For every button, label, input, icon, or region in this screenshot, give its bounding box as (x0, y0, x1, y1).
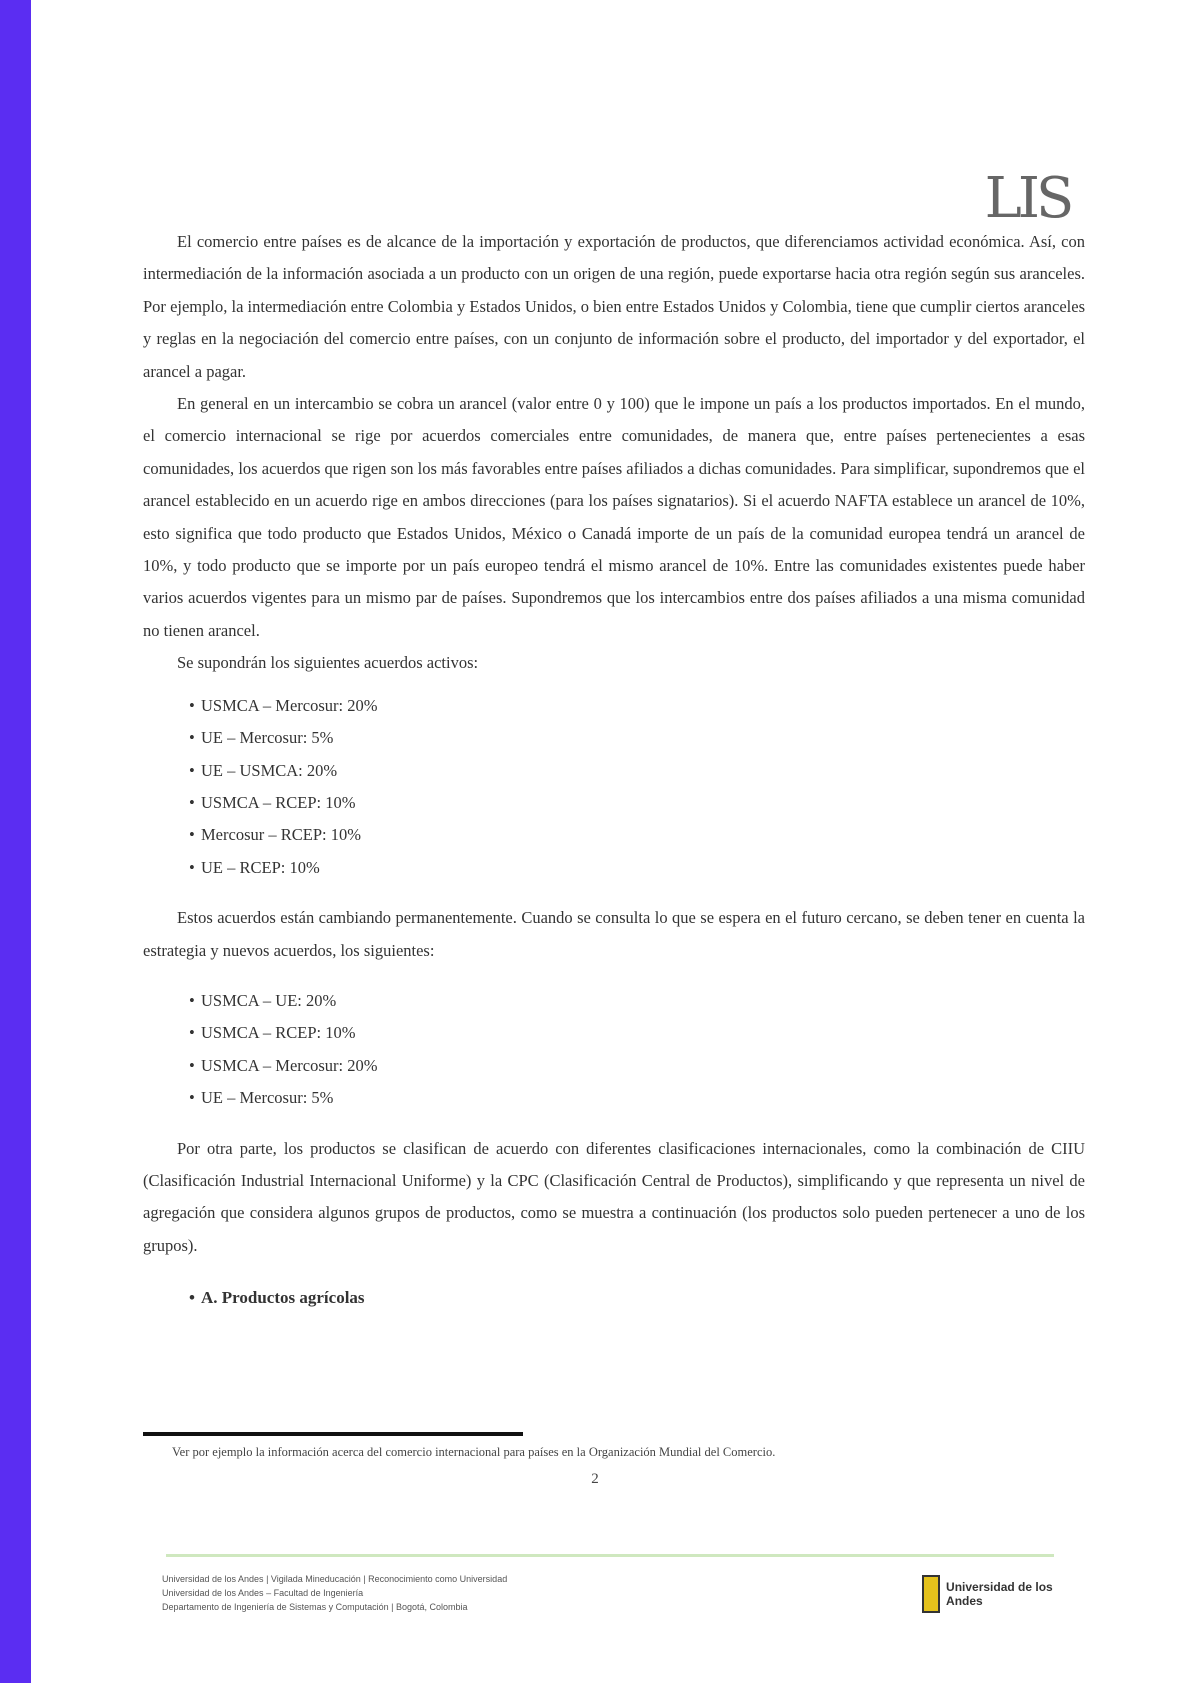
footer-line: Departamento de Ingeniería de Sistemas y Computación | Bogotá, Colombia (162, 1602, 468, 1612)
footnote-rule (143, 1432, 523, 1436)
future-agreements-list (143, 985, 1085, 1115)
paragraph-intro: El comercio entre países es de alcance de la importación y exportación de productos, que diferenciamos actividad económica. Así, con intermediación de la información asociada a un producto con un origen de una región, puede exportarse hacia otra región según sus aranceles. Por ejemplo, la intermediación entre Colombia y Estados Unidos, o bien entre Estados Unidos y Colombia, tiene que cumplir ciertos aranceles y reglas en la negociación del comercio entre países, con un conjunto de información sobre el producto, del importador y del exportador, el arancel a pagar. (143, 232, 1085, 381)
list-item: • USMCA – RCEP: 10% (201, 787, 1085, 819)
list-item: • USMCA – Mercosur: 20% (201, 690, 1085, 722)
active-agreements-list (143, 690, 1085, 884)
logo-text: Universidad de los Andes (946, 1580, 1053, 1608)
footer-text (162, 1572, 862, 1614)
paragraph-active-intro: Se supondrán los siguientes acuerdos activos: (177, 653, 479, 673)
logo-mark-icon (922, 1575, 940, 1613)
list-item: • USMCA – UE: 20% (201, 985, 1085, 1017)
list-item: • USMCA – Mercosur: 20% (201, 1050, 1085, 1082)
list-item: • UE – Mercosur: 5% (201, 722, 1085, 754)
footer-divider (166, 1554, 1054, 1557)
list-item: • UE – USMCA: 20% (201, 755, 1085, 787)
product-group-heading: • A. Productos agrícolas (201, 1282, 1085, 1314)
footer-line: Universidad de los Andes | Vigilada Mineducación | Reconocimiento como Universidad (162, 1574, 508, 1584)
footer-line: Universidad de los Andes – Facultad de Ingeniería (162, 1588, 364, 1598)
list-item: • USMCA – RCEP: 10% (201, 1017, 1085, 1049)
paragraph-products: Por otra parte, los productos se clasifican de acuerdo con diferentes clasificaciones internacionales, como la combinación de CIIU (Clasificación Industrial Internacional Uniforme) y la CPC (Clasificación Central de Productos), simplificando y que representa un nivel de agregación que considera algunos grupos de productos, como se muestra a continuación (los productos solo pueden pertenecer a uno de los grupos). (143, 1138, 1085, 1255)
side-accent-bar (0, 0, 31, 1683)
page-number: 2 (591, 1471, 599, 1487)
paragraph-future: Estos acuerdos están cambiando permanentemente. Cuando se consulta lo que se espera en el futuro cercano, se deben tener en cuenta la estrategia y nuevos acuerdos, los siguientes: (143, 908, 1085, 960)
document-body (143, 226, 1085, 1315)
paragraph-tariffs: En general en un intercambio se cobra un arancel (valor entre 0 y 100) que le impone un país a los productos importados. En el mundo, el comercio internacional se rige por acuerdos comerciales entre comunidades, de manera que, entre países pertenecientes a esas comunidades, los acuerdos que rigen son los más favorables entre países afiliados a dichas comunidades. Para simplificar, supondremos que el arancel establecido en un acuerdo rige en ambos direcciones (para los países signatarios). Si el acuerdo NAFTA establece un arancel de 10%, esto significa que todo producto que Estados Unidos, México o Canadá importe de un país de la comunidad europea tendrá un arancel de 10%, y todo producto que se importe por un país europeo tendrá el mismo arancel de 10%. Entre las comunidades existentes puede haber varios acuerdos vigentes para un mismo par de países. Supondremos que los intercambios entre dos países afiliados a una misma comunidad no tienen arancel. (143, 394, 1085, 640)
university-logo (922, 1570, 1060, 1618)
footnote: Ver por ejemplo la información acerca del comercio internacional para países en la Organización Mundial del Comercio. (172, 1445, 776, 1459)
header-logo: LIS (984, 166, 1071, 231)
list-item: • Mercosur – RCEP: 10% (201, 819, 1085, 851)
list-item: • UE – RCEP: 10% (201, 852, 1085, 884)
list-item: • UE – Mercosur: 5% (201, 1082, 1085, 1114)
product-groups-list (143, 1282, 1085, 1314)
